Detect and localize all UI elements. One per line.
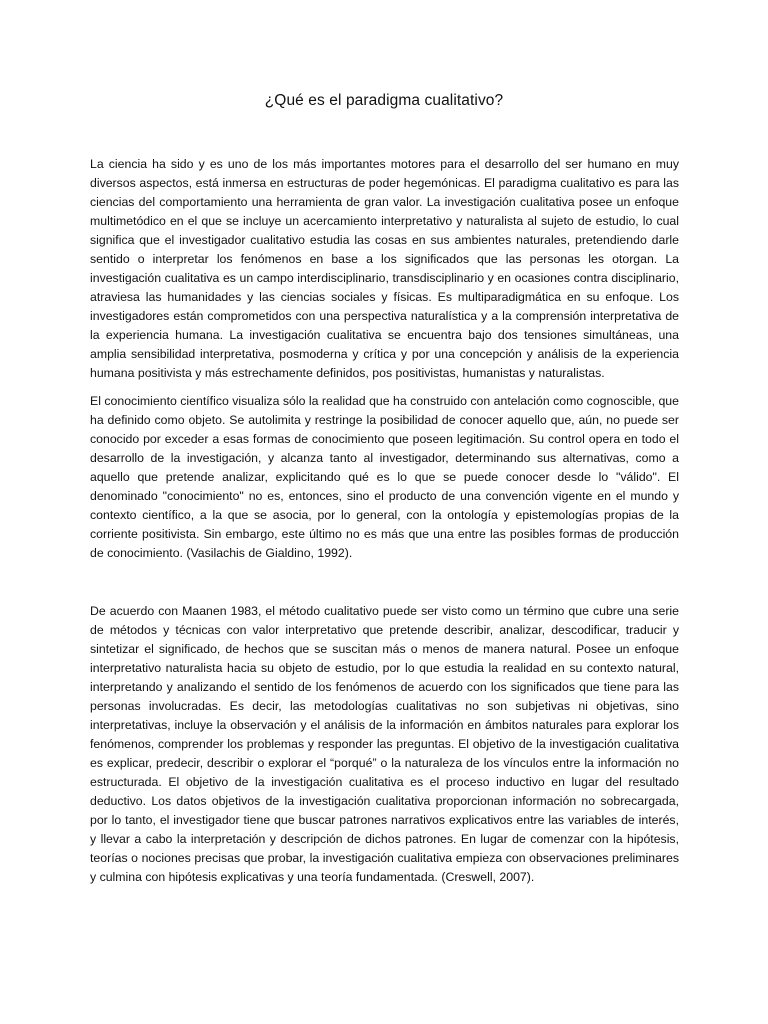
paragraph-3: De acuerdo con Maanen 1983, el método cualitativo puede ser visto como un término que cubre una serie de métodos y técnicas con valor interpretativo que pretende describir, analizar, descodificar, traducir y sintetizar el significado, de hechos que se suscitan más o menos de manera natural. Posee un enfoque interpretativo naturalista hacia su objeto de estudio, por lo que estudia la realidad en su contexto natural, interpretando y analizando el sentido de los fenómenos de acuerdo con los significados que tiene para las personas involucradas. Es decir, las metodologías cualitativas no son subjetivas ni objetivas, sino interpretativas, incluye la observación y el análisis de la información en ámbitos naturales para explorar los fenómenos, comprender los problemas y responder las preguntas. El objetivo de la investigación cualitativa es explicar, predecir, describir o explorar el “porqué” o la naturaleza de los vínculos entre la información no estructurada. El objetivo de la investigación cualitativa es el proceso inductivo en lugar del resultado deductivo. Los datos objetivos de la investigación cualitativa proporcionan información no sobrecargada, por lo tanto, el investigador tiene que buscar patrones narrativos explicativos entre las variables de interés, y llevar a cabo la interpretación y descripción de dichos patrones. En lugar de comenzar con la hipótesis, teorías o nociones precisas que probar, la investigación cualitativa empieza con observaciones preliminares y culmina con hipótesis explicativas y una teoría fundamentada. (Creswell, 2007). — [90, 604, 679, 884]
document-title: ¿Qué es el paradigma cualitativo? — [264, 92, 504, 109]
document-body — [90, 155, 679, 887]
paragraph-1: La ciencia ha sido y es uno de los más importantes motores para el desarrollo del ser humano en muy diversos aspectos, está inmersa en estructuras de poder hegemónicas. El paradigma cualitativo es para las ciencias del comportamiento una herramienta de gran valor. La investigación cualitativa posee un enfoque multimetódico en el que se incluye un acercamiento interpretativo y naturalista al sujeto de estudio, lo cual significa que el investigador cualitativo estudia las cosas en sus ambientes naturales, pretendiendo darle sentido o interpretar los fenómenos en base a los significados que las personas les otorgan. La investigación cualitativa es un campo interdisciplinario, transdisciplinario y en ocasiones contra disciplinario, atraviesa las humanidades y las ciencias sociales y físicas. Es multiparadigmática en su enfoque. Los investigadores están comprometidos con una perspectiva naturalística y a la comprensión interpretativa de la experiencia humana. La investigación cualitativa se encuentra bajo dos tensiones simultáneas, una amplia sensibilidad interpretativa, posmoderna y crítica y por una concepción y análisis de la experiencia humana positivista y más estrechamente definidos, pos positivistas, humanistas y naturalistas. — [90, 157, 679, 380]
paragraph-2: El conocimiento científico visualiza sólo la realidad que ha construido con antelación como cognoscible, que ha definido como objeto. Se autolimita y restringe la posibilidad de conocer aquello que, aún, no puede ser conocido por exceder a esas formas de conocimiento que poseen legitimación. Su control opera en todo el desarrollo de la investigación, y alcanza tanto al investigador, determinando sus alternativas, como a aquello que pretende analizar, explicitando qué es lo que se puede conocer desde lo "válido". El denominado "conocimiento" no es, entonces, sino el producto de una convención vigente en el mundo y contexto científico, a la que se asocia, por lo general, con la ontología y epistemologías propias de la corriente positivista. Sin embargo, este último no es más que una entre las posibles formas de producción de conocimiento. (Vasilachis de Gialdino, 1992). — [90, 394, 679, 560]
